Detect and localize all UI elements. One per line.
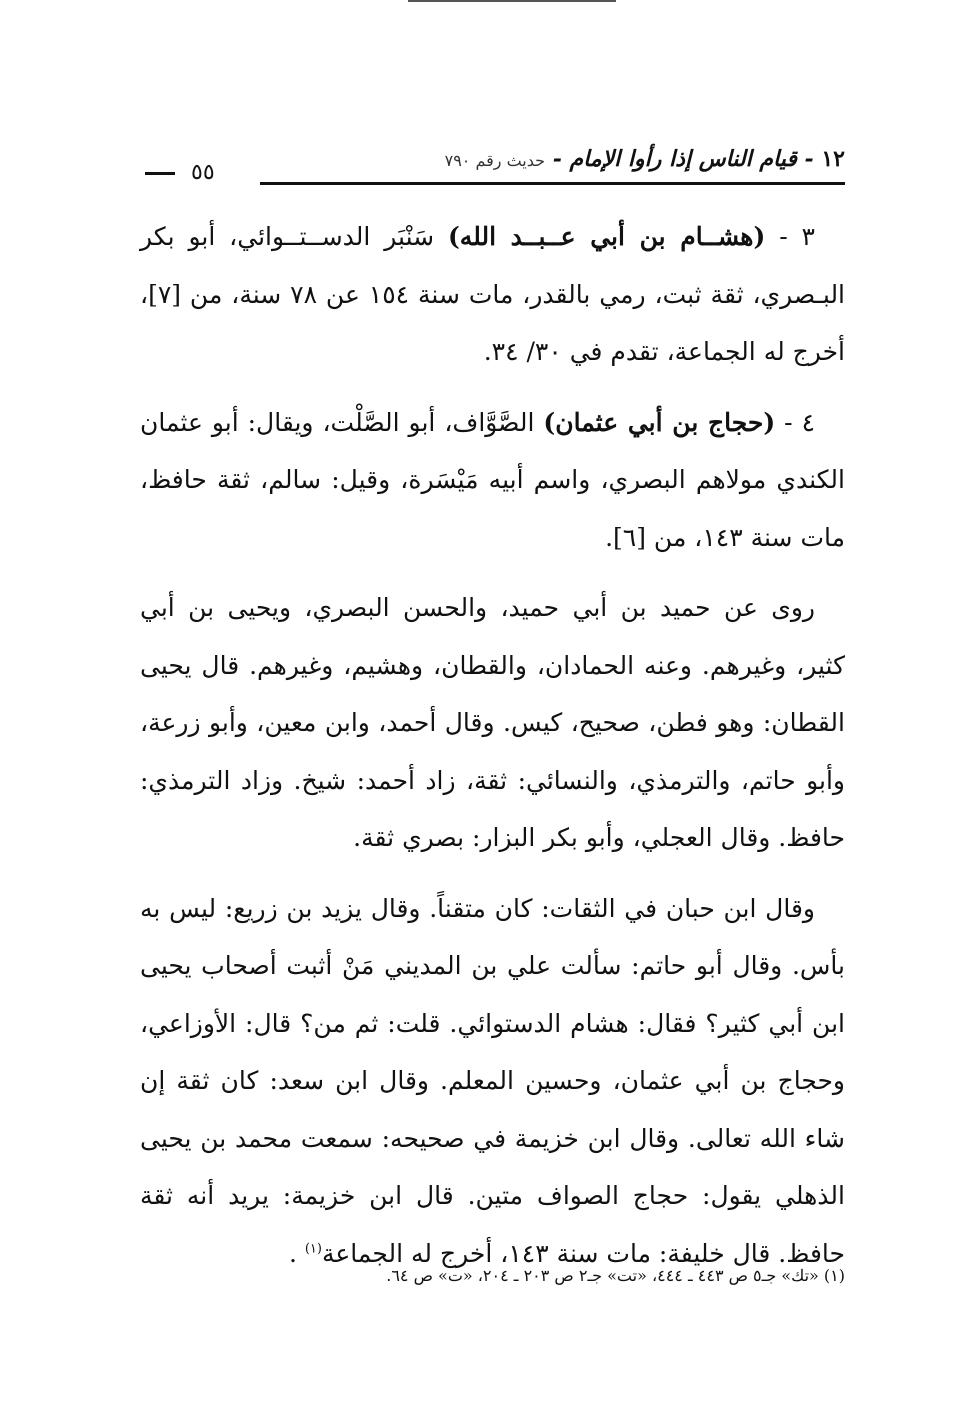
narrator-entry: ٣ - (هشــام بن أبي عــبــد الله) سَنْبَر الدســتــوائي، أبو بكر البـصري، ثقة ثبت، رمي بالقدر، مات سنة ١٥٤ عن ٧٨ سنة، من [٧]، أخرج له الجماعة، تقدم في ٣٠/ ٣٤. [140, 222, 846, 366]
narrator-name: (حجاج بن أبي عثمان) [543, 407, 776, 437]
hadith-number: حديث رقم ٧٩٠ [444, 151, 546, 170]
chapter-number: ١٢ [821, 146, 845, 172]
top-rule [408, 0, 616, 2]
footnote: (١) «تك» جـ٥ ص ٤٤٣ ـ ٤٤٤، «تت» جـ٢ ص ٢٠٣ ـ ٢٠٤، «ت» ص ٦٤. [386, 1266, 845, 1285]
footnote-reference: (١) [304, 1241, 322, 1257]
narrator-entry: ٤ - (حجاج بن أبي عثمان) الصَّوَّاف، أبو الصَّلْت، ويقال: أبو عثمان الكندي مولاهم البصري، واسم أبيه مَيْسَرة، وقيل: سالم، ثقة حافظ، مات سنة ١٤٣، من [٦]. [140, 407, 845, 552]
body-paragraph: روى عن حميد بن أبي حميد، والحسن البصري، ويحيى بن أبي كثير، وغيرهم. وعنه الحمادان، والقطان، وهشيم، وغيرهم. قال يحيى القطان: وهو فطن، صحيح، كيس. وقال أحمد، وابن معين، وأبو زرعة، وأبو حاتم، والترمذي، والنسائي: ثقة، زاد أحمد: شيخ. وزاد الترمذي: حافظ. وقال العجلي، وأبو بكر البزار: بصري ثقة. [140, 593, 845, 852]
narrator-text: سَنْبَر الدســتــوائي، أبو بكر البـصري، ثقة ثبت، رمي بالقدر، مات سنة ١٥٤ عن ٧٨ سنة، من [٧]، أخرج له الجماعة، تقدم في ٣٠/ ٣٤. [140, 222, 846, 366]
page-number: ٥٥ [145, 160, 215, 185]
narrator-number: ٤ [801, 407, 815, 437]
header-rule [260, 182, 845, 185]
page-number-dash [145, 172, 175, 175]
narrator-name: (هشــام بن أبي عــبــد الله) [447, 222, 766, 251]
chapter-title: قيام الناس إذا رأوا الإمام [569, 146, 797, 172]
page-body [140, 208, 845, 1295]
running-header [145, 146, 845, 186]
narrator-number: ٣ [801, 222, 815, 251]
narrator-text: الصَّوَّاف، أبو الصَّلْت، ويقال: أبو عثمان الكندي مولاهم البصري، واسم أبيه مَيْسَرة، وقيل: سالم، ثقة حافظ، مات سنة ١٤٣، من [٦]. [140, 407, 845, 552]
body-paragraph: وقال ابن حبان في الثقات: كان متقناً. وقال يزيد بن زريع: ليس به بأس. وقال أبو حاتم: سألت علي بن المديني مَنْ أثبت أصحاب يحيى ابن أبي كثير؟ فقال: هشام الدستوائي. قلت: ثم من؟ قال: الأوزاعي، وحجاج بن أبي عثمان، وحسين المعلم. وقال ابن سعد: كان ثقة إن شاء الله تعالى. وقال ابن خزيمة في صحيحه: سمعت محمد بن يحيى الذهلي يقول: حجاج الصواف متين. قال ابن خزيمة: يريد أنه ثقة حافظ. قال خليفة: مات سنة ١٤٣، أخرج له الجماعة$^{(١)}$ . [140, 893, 845, 1268]
running-header-title: ١٢ - قيام الناس إذا رأوا الإمام - حديث رقم ٧٩٠ [444, 146, 845, 172]
